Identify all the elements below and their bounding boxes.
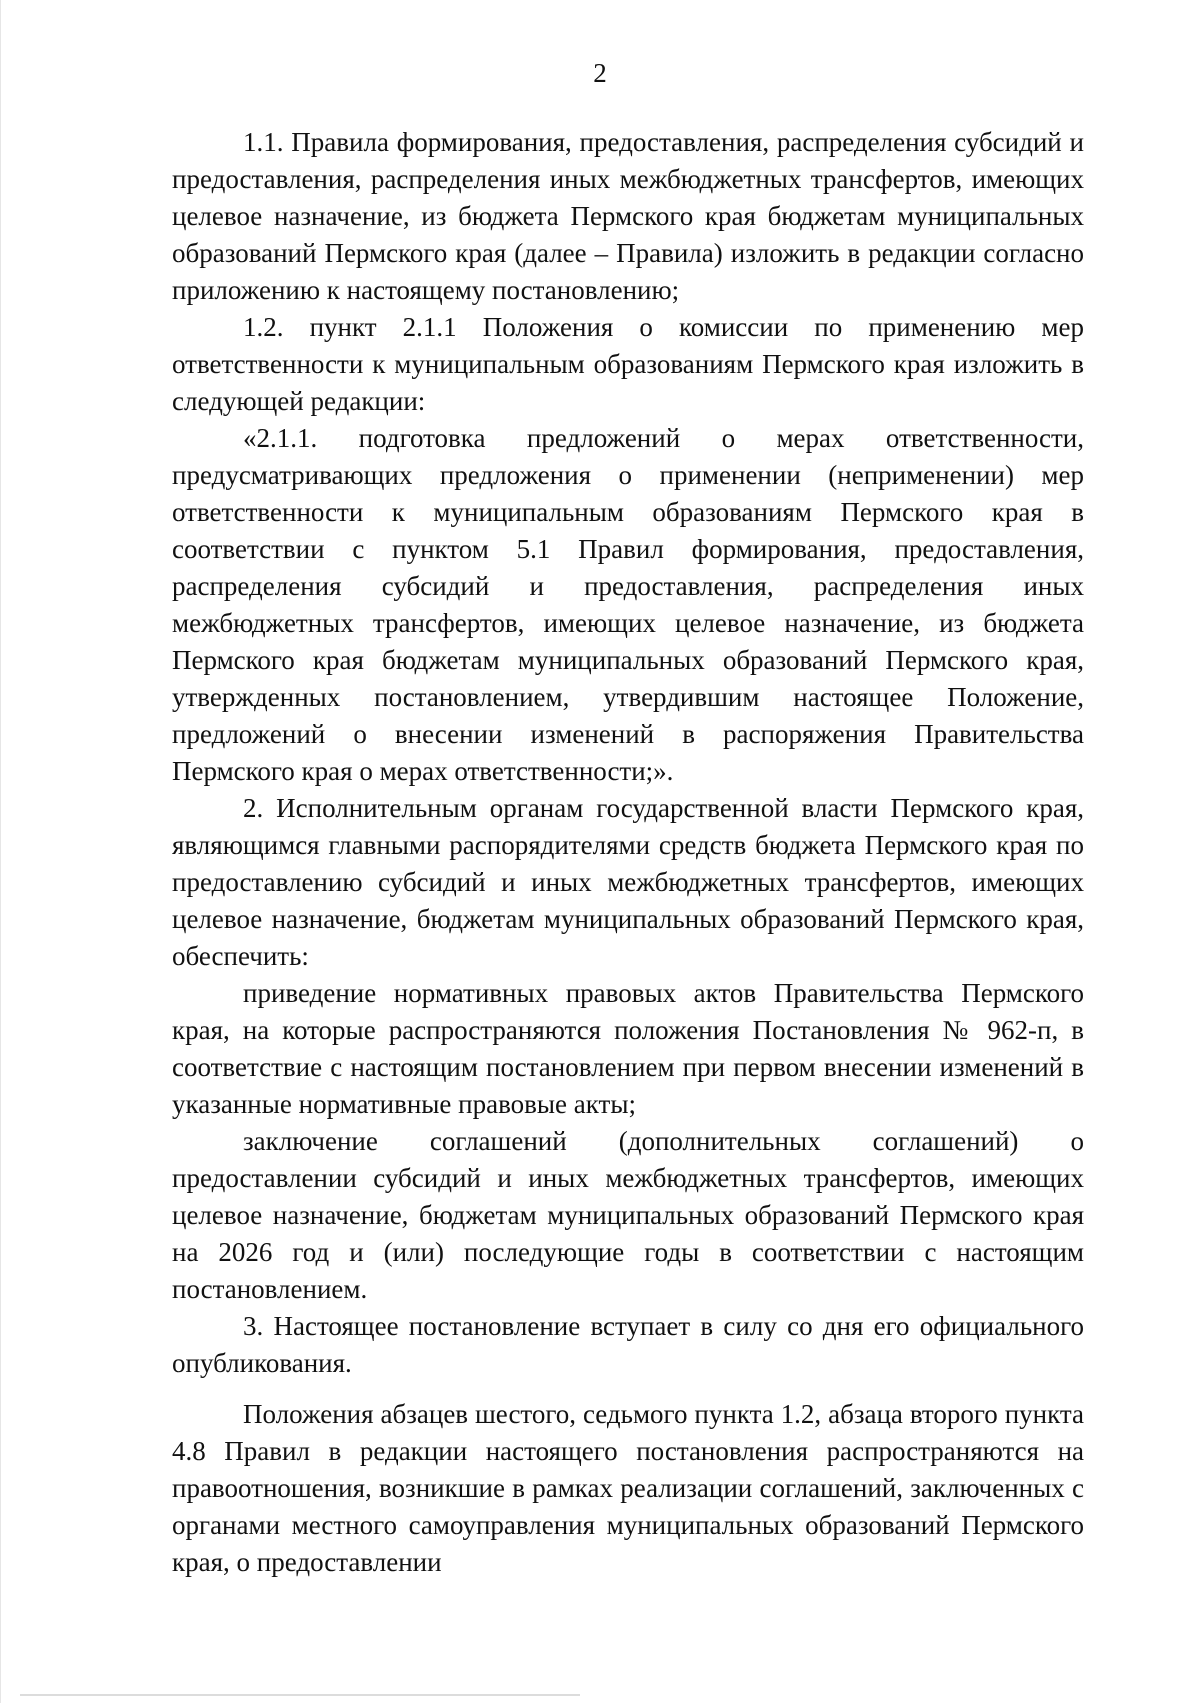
page-number: 2 bbox=[593, 58, 607, 88]
paragraph-1-1: 1.1. Правила формирования, предоставления, распределения субсидий и предоставления, распределения иных межбюджетных трансфертов, имеющих целевое назначение, из бюджета Пермского края бюджетам муниципальных образований Пермского края (далее – Правила) изложить в редакции согласно приложению к настоящему постановлению; bbox=[172, 127, 1084, 305]
paragraph-2-item-2: заключение соглашений (дополнительных соглашений) о предоставлении субсидий и иных межбюджетных трансфертов, имеющих целевое назначение, бюджетам муниципальных образований Пермского края на 2026 год и (или) последующие годы в соответствии с настоящим постановлением. bbox=[172, 1126, 1084, 1304]
paragraph-3: 3. Настоящее постановление вступает в силу со дня его официального опубликования. bbox=[172, 1311, 1084, 1378]
paragraph-provisions: Положения абзацев шестого, седьмого пункта 1.2, абзаца второго пункта 4.8 Правил в редакции настоящего постановления распространяются на правоотношения, возникшие в рамках реализации соглашений, заключенных с органами местного самоуправления муниципальных образований Пермского края, о предоставлении bbox=[172, 1399, 1084, 1577]
document-body bbox=[172, 124, 1084, 1581]
scan-artifact-line bbox=[20, 1694, 580, 1696]
paragraph-2: 2. Исполнительным органам государственной власти Пермского края, являющимся главными распорядителями средств бюджета Пермского края по предоставлению субсидий и иных межбюджетных трансфертов, имеющих целевое назначение, бюджетам муниципальных образований Пермского края, обеспечить: bbox=[172, 793, 1084, 971]
paragraph-2-1-1: «2.1.1. подготовка предложений о мерах ответственности, предусматривающих предложения о применении (неприменении) мер ответственности к муниципальным образованиям Пермского края в соответствии с пунктом 5.1 Правил формирования, предоставления, распределения субсидий и предоставления, распределения иных межбюджетных трансфертов, имеющих целевое назначение, из бюджета Пермского края бюджетам муниципальных образований Пермского края, утвержденных постановлением, утвердившим настоящее Положение, предложений о внесении изменений в распоряжения Правительства Пермского края о мерах ответственности;». bbox=[172, 423, 1084, 786]
paragraph-1-2: 1.2. пункт 2.1.1 Положения о комиссии по применению мер ответственности к муниципальным образованиям Пермского края изложить в следующей редакции: bbox=[172, 312, 1084, 416]
scan-edge bbox=[0, 0, 1, 1703]
paragraph-2-item-1: приведение нормативных правовых актов Правительства Пермского края, на которые распространяются положения Постановления № 962-п, в соответствие с настоящим постановлением при первом внесении изменений в указанные нормативные правовые акты; bbox=[172, 978, 1084, 1119]
